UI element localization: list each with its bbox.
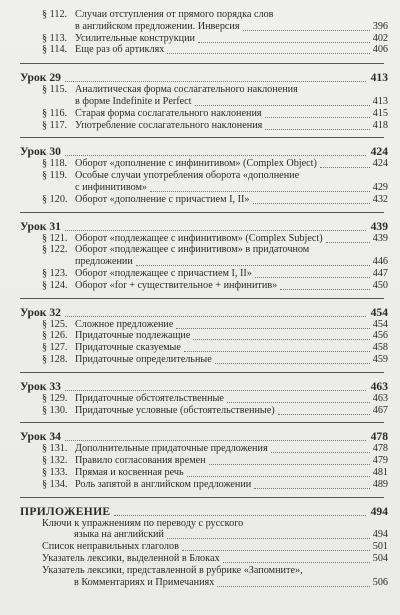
page-number: 415 xyxy=(372,107,388,119)
entry-title: Аналитическая форма сослагательного наклонения xyxy=(75,84,298,96)
page-number: 506 xyxy=(372,576,388,588)
dot-leader xyxy=(278,414,370,415)
section-number: § 123. xyxy=(42,268,68,279)
entry-title: Придаточные подлежащие xyxy=(75,330,191,342)
entry-title: Роль запятой в английском предложении xyxy=(75,478,252,490)
toc-entry-line xyxy=(0,478,400,492)
section-number: § 118. xyxy=(42,158,68,170)
dot-leader xyxy=(254,488,369,489)
section-number: § 120. xyxy=(42,193,68,205)
entry-title: в Комментариях и Примечаниях xyxy=(74,576,215,588)
entry-title: языка на английский xyxy=(74,529,164,541)
appendix-page: 494 xyxy=(370,504,388,518)
section-divider xyxy=(20,63,384,64)
dot-leader xyxy=(65,155,366,156)
page-number: 447 xyxy=(372,268,388,279)
section-divider xyxy=(20,212,384,213)
page-number: 467 xyxy=(372,404,388,416)
dot-leader xyxy=(217,586,369,587)
section-divider xyxy=(20,372,384,373)
page-number: 413 xyxy=(372,96,388,107)
lesson-page: 478 xyxy=(370,430,388,444)
dot-leader xyxy=(65,81,366,82)
section-number: § 130. xyxy=(42,404,68,416)
section-number: § 133. xyxy=(42,467,68,478)
page-number: 463 xyxy=(372,392,388,404)
entry-title: Особые случаи употребления оборота «дополнение xyxy=(75,170,300,182)
toc-entry-line xyxy=(0,119,400,133)
lesson-title: Урок 32 xyxy=(20,305,61,319)
page-number: 456 xyxy=(372,330,388,342)
entry-title: Придаточные обстоятельственные xyxy=(75,392,224,404)
lesson-title: Урок 33 xyxy=(20,379,61,393)
entry-title: в английском предложении. Инверсия xyxy=(75,20,240,32)
page-number: 459 xyxy=(372,354,388,365)
dot-leader xyxy=(280,289,369,290)
toc-entry-line xyxy=(0,193,400,207)
page-number: 450 xyxy=(372,279,388,291)
page-number: 396 xyxy=(372,20,388,32)
section-number: § 116. xyxy=(42,107,68,119)
dot-leader xyxy=(65,230,366,231)
page-number: 501 xyxy=(372,541,388,553)
entry-title: Указатель лексики, представленной в рубрике «Запомните», xyxy=(42,564,303,576)
section-number: § 126. xyxy=(42,330,68,342)
lesson-page: 463 xyxy=(370,379,388,393)
section-divider xyxy=(20,497,384,498)
section-number: § 134. xyxy=(42,478,68,490)
dot-leader xyxy=(65,390,366,391)
section-number: § 122. xyxy=(42,244,68,256)
appendix-title: ПРИЛОЖЕНИЕ xyxy=(20,504,111,518)
page-number: 446 xyxy=(372,256,388,268)
section-number: § 113. xyxy=(42,32,68,44)
entry-title: Сложное предложение xyxy=(75,318,174,330)
entry-title: Оборот «подлежащее с инфинитивом» (Complex Subject) xyxy=(75,232,323,244)
section-number: § 121. xyxy=(42,232,68,244)
entry-title: Оборот «подлежащее с инфинитивом» в придаточном xyxy=(75,244,310,256)
lesson-title: Урок 34 xyxy=(20,430,61,444)
section-number: § 132. xyxy=(42,455,68,467)
section-number: § 119. xyxy=(42,170,68,182)
page-number: 439 xyxy=(372,232,388,244)
page-number: 504 xyxy=(372,553,388,564)
section-divider xyxy=(20,298,384,299)
entry-title: Список неправильных глаголов xyxy=(42,541,179,553)
entry-title: Придаточные сказуемые xyxy=(75,342,181,354)
section-number: § 114. xyxy=(42,44,68,56)
entry-title: Старая форма сослагательного наклонения xyxy=(75,107,262,119)
section-number: § 115. xyxy=(42,84,68,96)
lesson-page: 454 xyxy=(370,305,388,319)
page-number: 402 xyxy=(372,32,388,44)
section-number: § 112. xyxy=(42,9,68,20)
lesson-title: Урок 29 xyxy=(20,71,61,85)
dot-leader xyxy=(253,203,370,204)
toc-entry-line xyxy=(0,576,400,590)
entry-title: Оборот «дополнение с инфинитивом» (Complex Object) xyxy=(75,158,317,170)
toc-entry-line xyxy=(0,279,400,293)
dot-leader xyxy=(167,53,369,54)
toc-entry-line xyxy=(0,43,400,57)
dot-leader xyxy=(65,440,366,441)
page-number: 494 xyxy=(372,529,388,541)
entry-title: Прямая и косвенная речь xyxy=(75,467,184,478)
toc-entry-line xyxy=(0,404,400,418)
entry-title: в форме Indefinite и Perfect xyxy=(75,96,192,107)
lesson-page: 413 xyxy=(370,71,388,85)
page-number: 458 xyxy=(372,342,388,354)
entry-title: Усилительные конструкции xyxy=(75,32,195,44)
toc-entry-line xyxy=(0,353,400,367)
section-number: § 131. xyxy=(42,443,68,455)
section-number: § 117. xyxy=(42,119,68,131)
lesson-page: 439 xyxy=(370,219,388,233)
section-divider xyxy=(20,137,384,138)
page-number: 429 xyxy=(372,182,388,193)
entry-title: предложении xyxy=(75,256,133,268)
page-number: 481 xyxy=(372,467,388,478)
section-divider xyxy=(20,422,384,423)
page-number: 432 xyxy=(372,193,388,205)
dot-leader xyxy=(114,515,366,516)
page-number: 489 xyxy=(372,478,388,490)
entry-title: Оборот «дополнение с причастием I, II» xyxy=(75,193,250,205)
entry-title: Оборот «подлежащее с причастием I, II» xyxy=(75,268,252,279)
section-number: § 129. xyxy=(42,392,68,404)
lesson-title: Урок 31 xyxy=(20,219,61,233)
page-number: 478 xyxy=(372,443,388,455)
page-number: 454 xyxy=(372,318,388,330)
dot-leader xyxy=(265,129,369,130)
lesson-title: Урок 30 xyxy=(20,145,61,159)
section-number: § 128. xyxy=(42,354,68,365)
page-number: 424 xyxy=(372,158,388,170)
section-number: § 124. xyxy=(42,279,68,291)
entry-title: Ключи к упражнениям по переводу с русского xyxy=(42,517,244,529)
lesson-page: 424 xyxy=(370,145,388,159)
entry-title: с инфинитивом» xyxy=(75,182,148,193)
entry-title: Случаи отступления от прямого порядка слов xyxy=(75,9,274,20)
entry-title: Еще раз об артиклях xyxy=(75,44,165,56)
dot-leader xyxy=(215,363,370,364)
entry-title: Правило согласования времен xyxy=(75,455,206,467)
page-number: 418 xyxy=(372,119,388,131)
page-number: 406 xyxy=(372,44,388,56)
entry-title: Дополнительные придаточные предложения xyxy=(75,443,268,455)
entry-title: Придаточные условные (обстоятельственные) xyxy=(75,404,275,416)
entry-title: Придаточные определительные xyxy=(75,354,212,365)
entry-title: Указатель лексики, выделенной в Блоках xyxy=(42,553,220,564)
entry-title: Оборот «for + существительное + инфинитив» xyxy=(75,279,278,291)
section-number: § 125. xyxy=(42,318,68,330)
entry-title: Употребление сослагательного наклонения xyxy=(75,119,263,131)
section-number: § 127. xyxy=(42,342,68,354)
dot-leader xyxy=(65,316,366,317)
page-number: 479 xyxy=(372,455,388,467)
